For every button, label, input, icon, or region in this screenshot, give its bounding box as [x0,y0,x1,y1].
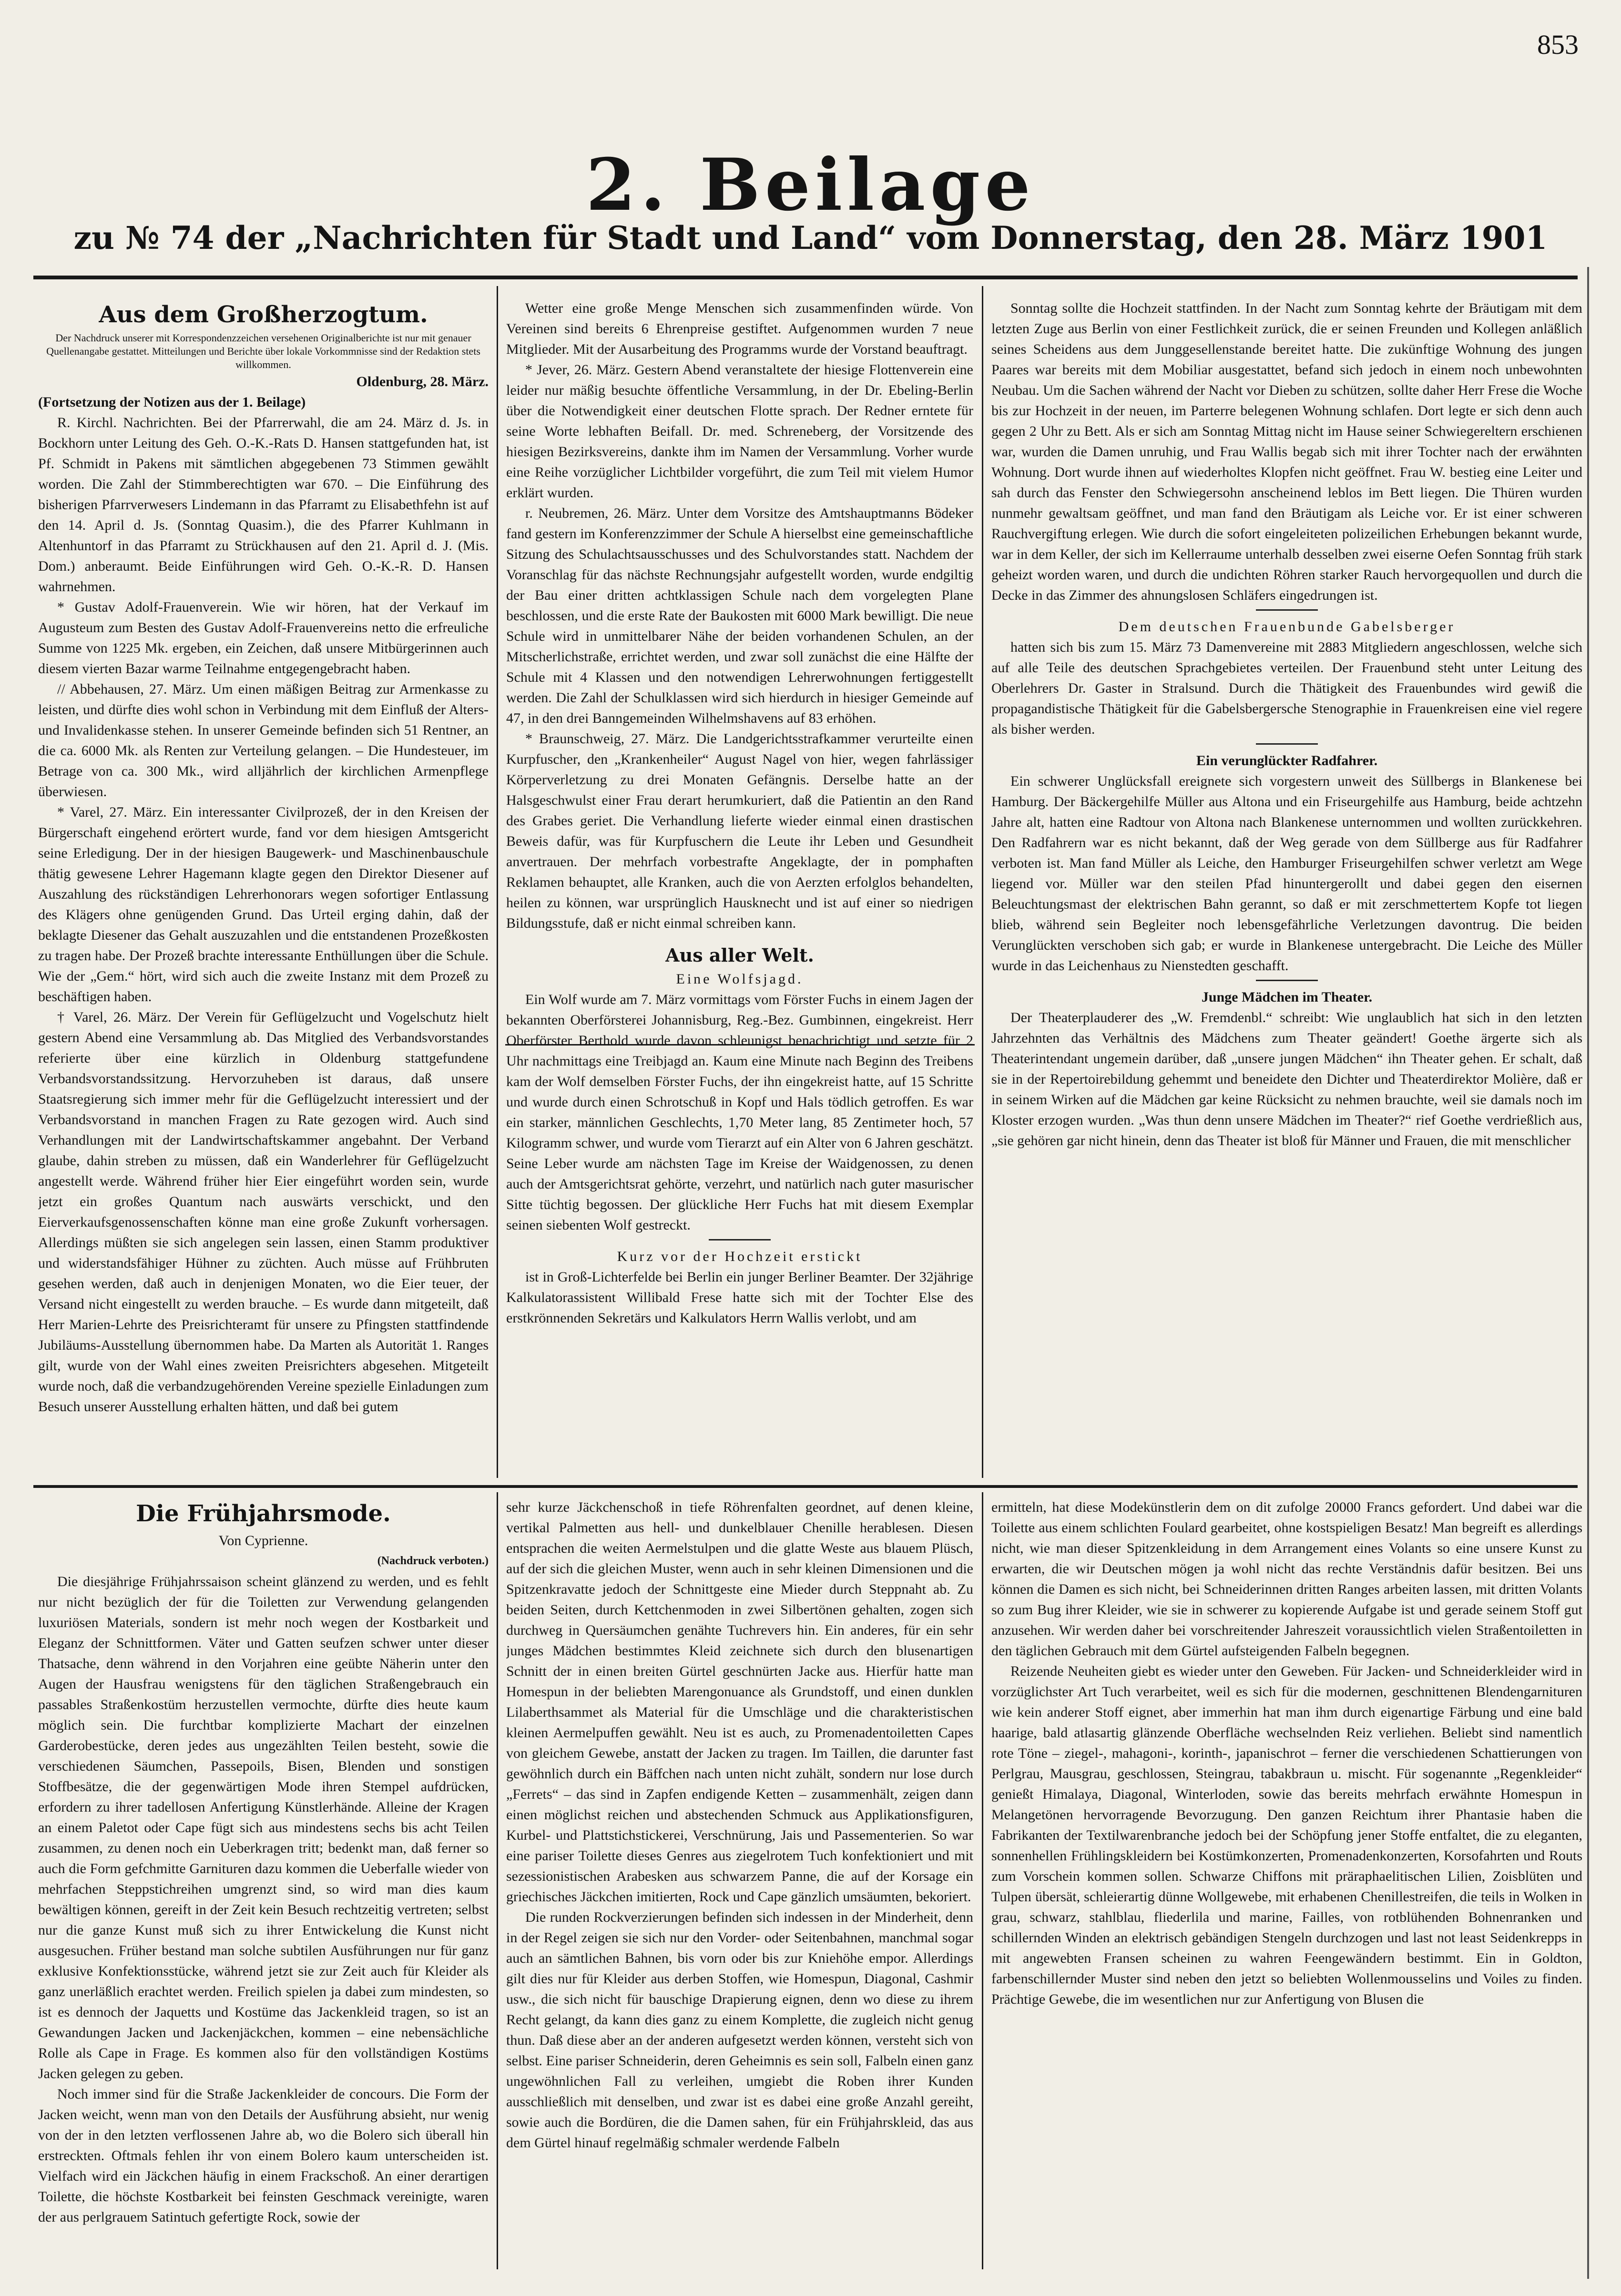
column-fashion-3 [991,1497,1582,2269]
page-number: 853 [1537,29,1579,60]
news-item: // Abbehausen, 27. März. Um einen mäßigen Beitrag zur Armenkasse zu leisten, und dürfte dies wohl schon in Verbindung mit dem Einfluß der Alters- und Invalidenkasse stehen. In unserer Gemeinde befinden sich 51 Rentner, an die ca. 6000 Mk. als Renten zur Verteilung gelangen. – Die Hundesteuer, im Betrage von ca. 300 Mk., wird alljährlich der kirchlichen Armenpflege überwiesen. [38,681,489,800]
column-right-upper [991,298,1582,1476]
fashion-author: Von Cyprienne. [218,1533,308,1548]
top-rule [33,276,1578,279]
column-divider-4 [982,1492,983,2269]
divider [1256,609,1318,611]
section-heading: Aus dem Großherzogtum. [99,301,428,328]
news-item: Sonntag sollte die Hochzeit stattfinden. In der Nacht zum Sonntag kehrte der Bräutigam mit dem letzten Zuge aus Berlin von einer Festlichkeit zurück, die er seinen Freunden und Kollegen anläßlich seines Scheidens aus dem Junggesellenstande bereitet hatte. Die zukünftige Wohnung des jungen Paares war bereits mit dem Mobiliar ausgestattet, befand sich jedoch in einem noch unbewohnten Neubau. Um die Sachen während der Nacht vor Dieben zu schützen, sollte daher Herr Frese die Woche bis zur Hochzeit in der neuen, im Parterre belegenen Wohnung schlafen. Dort legte er sich denn auch gegen 2 Uhr zu Bett. Als er sich am Sonntag Mittag nicht im Hause seiner Schwiegereltern erschienen war, wurden die Damen unruhig, und Frau Wallis begab sich mit ihrer Tochter nach der erwähnten Wohnung. Dort wurde ihnen auf wiederholtes Klopfen nicht geöffnet. Frau W. bestieg eine Leiter und sah durch das Fenster den Schwiegersohn anscheinend leblos im Bett liegen. Die Thüren wurden nunmehr gewaltsam geöffnet, und man fand den Bräutigam als Leiche vor. Er ist einer schweren Rauchvergiftung erlegen. Wie durch die sofort eingeleiteten polizeilichen Erhebungen bekannt wurde, war in dem Keller, der sich im Kellerraume unterhalb desselben zwei eiserne Oefen Sonntag früh stark geheizt worden waren, und durch die undichten Röhren starker Rauch hervorgequollen und durch die Decke in das Zimmer des ahnungslosen Schläfers eingedrungen ist. [991,300,1582,603]
news-item: R. Kirchl. Nachrichten. Bei der Pfarrerwahl, die am 24. März d. Js. in Bockhorn unter Leitung des Geh. O.-K.-Rats D. Hansen stattgefunden hat, ist Pf. Schmidt in Pakens mit sämtlichen abgegebenen 73 Stimmen gewählt worden. Die Zahl der Stimmberechtigten war 670. – Die Einführung des bisherigen Pfarrverwesers Lindemann in das Pfarramt zu Elisabethfehn ist auf den 14. April d. Js. (Sonntag Quasim.), die des Pfarrer Kuhlmann in Altenhuntorf in das Pfarramt zu Strückhausen auf den 21. April d. J. (Mis. Dom.) anberaumt. Beide Einführungen wird Geh. O.-K.-R. D. Hansen wahrnehmen. [38,415,489,594]
fashion-reprint: (Nachdruck verboten.) [377,1555,489,1567]
section-heading-welt: Aus aller Welt. [665,944,814,966]
news-item: * Gustav Adolf-Frauenverein. Wie wir hören, hat der Verkauf im Augusteum zum Besten des Gustav Adolf-Frauenvereins netto die erfreuliche Summe von 1225 Mk. ergeben, ein Zeichen, daß unsere Mitbürgerinnen auch diesem vierten Bazar warme Teilnahme entgegengebracht haben. [38,599,489,676]
news-item: r. Neubremen, 26. März. Unter dem Vorsitze des Amtshauptmanns Bödeker fand gestern im Konferenzzimmer der Schule A hierselbst eine gemeinschaftliche Sitzung des Schulachtsausschusses und des Schulvorstandes statt. Nachdem der Voranschlag für das nächste Rechnungsjahr aufgestellt worden, wurde endgiltig der Bau einer dritten achtklassigen Schule nach dem vorgelegten Plane beschlossen, und die erste Rate der Baukosten mit 6000 Mark bewilligt. Die neue Schule wird in unmittelbarer Nähe der beiden vorhandenen Schulen, an der Mitscherlichstraße, errichtet werden, und zwar soll zunächst die eine Hälfte der Schule mit 4 Klassen und den notwendigen Lehrerwohnungen fertiggestellt werden. Die Zahl der Schulklassen wird sich hierdurch in hiesiger Gemeinde auf 47, in den drei Banngemeinden Wilhelmshavens auf 83 erhöhen. [506,505,973,726]
divider [1256,743,1318,745]
column-middle-upper [506,298,973,1476]
news-item: † Varel, 26. März. Der Verein für Geflügelzucht und Vogelschutz hielt gestern Abend eine Versammlung ab. Das Mitglied des Verbandsvorstandes referierte über eine kürzlich in Oldenburg stattgefundene Verbandsvorstandssitzung. Hervorzuheben ist daraus, daß unsere Staatsregierung sich immer mehr für die Geflügelzucht interessiert und der Verbandsvorstand in manchen Fragen zu Rate gezogen wird. Auch sind Verhandlungen mit der Landwirtschaftskammer angebahnt. Der Verband glaube, dahin streben zu müssen, daß ein Wanderlehrer für Geflügelzucht angestellt werde. Während früher hier Eier eingeführt worden sein, wurde jetzt ein großes Quantum nach auswärts verschickt, und den Eierverkaufsgenossenschaften könne man eine große Zukunft vorhersagen. Allerdings müßten sie sich angelegen sein lassen, einen Stamm produktiver und widerstandsfähiger Hühner zu züchten. Auch müsse auf Frühbruten gesehen werden, daß auch in denjenigen Monaten, wo die Eier teuer, der Versand nicht eingestellt zu werden brauche. – Es wurde dann mitgeteilt, daß Herr Marien-Lehrte des Preisrichteramt für unsere zu Pfingsten stattfindende Jubiläums-Ausstellung übernommen habe. Da Marten als Autorität 1. Ranges gilt, wurde von der Wahl eines zweiten Preisrichters abgesehen. Mitgeteilt wurde noch, daß die verbandzugehörenden Vereine spezielle Einladungen zum Besuch unserer Ausstellung erhalten hätten, und daß bei gutem [38,1009,489,1414]
article-text: Ein Wolf wurde am 7. März vormittags vom Förster Fuchs in einem Jagen der bekannten Oberförsterei Johannisburg, Reg.-Bez. Gumbinnen, eingekreist. Herr Oberförster Berthold wurde davon schleunigst benachrichtigt und setzte für 2 Uhr nachmittags eine Treibjagd an. Kaum eine Minute nach Beginn des Treibens kam der Wolf demselben Förster Fuchs, der ihn eingekreist hatte, auf 15 Schritte und wurde durch einen Schrotschuß in Kopf und Hals tödlich getroffen. Es war ein starker, männlichen Geschlechts, 1,70 Meter lang, 85 Zentimeter hoch, 57 Kilogramm schwer, und wurde vom Tierarzt auf ein Alter von 6 Jahren geschätzt. Seine Leber wurde am nächsten Tage im Kreise der Waidgenossen, zu denen auch der Amtsgerichtsrat gehörte, verzehrt, und natürlich nach guter masurischer Sitte tüchtig begossen. Der glückliche Herr Fuchs hat mit diesem Exemplar seinen siebenten Wolf gestreckt. [506,992,973,1233]
article-text: Ein schwerer Unglücksfall ereignete sich vorgestern unweit des Süllbergs in Blankenese bei Hamburg. Der Bäckergehilfe Müller aus Altona und ein Friseurgehilfe aus Hamburg, beide achtzehn Jahre alt, hatten eine Radtour von Altona nach Blankenese unternommen und wollten zurückkehren. Den Radfahrern war es nicht bekannt, daß der Weg gerade von dem Süllberge aus für Radfahrer verboten ist. Man fand Müller als Leiche, den Hamburger Friseurgehilfen schwer verletzt am Wege liegend vor. Müller war den steilen Pfad hinuntergerollt und dabei gegen den eisernen Beleuchtungsmast der elektrischen Bahn gerannt, so daß er mit zerschmettertem Kopfe tot liegen blieb, während sein Begleiter noch lebensgefährliche Verletzungen davontrug. Die beiden Verunglückten verschoben sich gab; er wurde in Blankenese untergebracht. Die Leiche des Müller wurde in das Leichenhaus zu Nienstedten geschafft. [991,773,1582,974]
article-text: ermitteln, hat diese Modekünstlerin dem on dit zufolge 20000 Francs gefordert. Und dabei war die Toilette aus einem schlichten Foulard gearbeitet, ohne kostspieligen Besatz! Man begreift es allerdings nicht, wie man dieser Spitzenkleidung in dem Arrangement eines Volants so eine unsere Kunst zu erwarten, die wir Deutschen mögen ja wohl nicht das rechte Verständnis dafür besitzen. Bei uns können die Damen es sich nicht, bei Schneiderinnen dritten Ranges arbeiten lassen, mit dritten Volants so zum Bug ihrer Kleider, wie sie in schwerer zu kopierende Aufgabe ist und gerade seinem Stoff gut anzusehen. Wir werden daher bei vorschreitender Jahreszeit voraussichtlich vielen Straßentoiletten in den täglichen Gebrauch mit dem Gürtel aufsteigenden Falbeln begegnen. [991,1499,1582,1659]
dateline: Oldenburg, 28. März. [356,374,489,390]
article-text: Reizende Neuheiten giebt es wieder unter den Geweben. Für Jacken- und Schneiderkleider wird in vorzüglichster Art Tuch verarbeitet, weil es sich für die modernen, geschnittenen Blendengarnituren wie kein anderer Stoff eignet, aber immerhin hat man ihm durch eigenartige Färbung und eine bald haarige, bald atlasartig glänzende Oberfläche wechselnden Reiz verliehen. Beliebt sind namentlich rote Töne – ziegel-, mahagoni-, korinth-, japanischrot – ferner die verschiedenen Schattierungen von Perlgrau, Mausgrau, geschlossen, Steingrau, tabakbraun u. mischt. Für sogenannte „Regenkleider“ genießt Himalaya, Diagonal, Winterloden, sowie das bereits mehrfach erwähnte Homespun in Melangetönen hervorragende Bevorzugung. Den ganzen Reichtum ihrer Phantasie haben die Fabrikanten der Textilwarenbranche jedoch bei der Schöpfung jener Stoffe entfaltet, die zu eleganten, sonnenhellen Frühlingskleidern bei Kostümkonzerten, Promenadenkonzerten, Korsofahrten und Routs zum Vorschein kommen sollen. Schwarze Chiffons mit präraphaelitischen Lilien, Zoisblüten und Tulpen übersät, schleierartig dünne Wollgewebe, mit erhabenen Chenillestreifen, die teils in Wolken in grau, schwarz, stahlblau, fliederlila und marine, Failles, von rotblühenden Bohnenranken und schillernden Winden an elektrisch gebändigen Stengeln durchzogen und last not least Seidenkrepps in mit angewebten Fransen scheinen zu wahren Feengewändern bestimmt. Ein in Goldton, farbenschillernder Muster sind neben den jetzt so beliebten Wollenmousselins und Voiles zu finden. Prächtige Gewebe, die im wesentlichen nur zur Anfertigung von Blusen die [991,1663,1582,2007]
subheading-wolfsjagd: Eine Wolfsjagd. [676,971,804,987]
subheading-maedchen: Junge Mädchen im Theater. [1201,989,1373,1005]
article-text: Der Theaterplauderer des „W. Fremdenbl.“ schreibt: Wie unglaublich hat sich in den letzten Jahrzehnten das Verhältnis des Mädchens zum Theater geändert! Goethe ärgerte sich als Theaterintendant ungemein darüber, daß „unsere jungen Mädchen“ ihn Theater gehen. Er schalt, daß sie in der Repertoirebildung gehemmt und beneidete den Dichter und Theaterdirektor Molière, daß er in seinem Wirken auf die Mädchen gar keine Rücksicht zu nehmen brauchte, weil sie damals noch im Kloster erzogen wurden. „Was thun denn unsere Mädchen im Theater?“ rief Goethe verdrießlich aus, „sie gehören gar nicht hinein, denn das Theater ist bloß für Männer und Frauen, die mit menschlicher [991,1010,1582,1148]
fashion-title: Die Frühjahrsmode. [136,1500,391,1527]
divider [1256,980,1318,981]
article-text: Noch immer sind für die Straße Jackenkleider de concours. Die Form der Jacken weicht, wenn man von den Details der Ausführung absieht, nur wenig von der in den letzten verflossenen Jahre ab, wo die Bolero sich überall hin erstreckten. Oftmals fehlen ihr von einem Bolero kaum unterscheiden ist. Vielfach wird ein Jäckchen häufig in einem Frackschoß. An einer derartigen Toilette, die höchste Kostbarkeit bei feinsten Geschmack vereinigte, waren der aus perlgrauem Satintuch gefertigte Rock, sowie der [38,2086,489,2225]
column-grossherzogtum [38,298,489,1480]
article-text: sehr kurze Jäckchenschoß in tiefe Röhrenfalten geordnet, auf denen kleine, vertikal Palmetten aus hell- und dunkelblauer Chenille herablesen. Diesen entsprachen die weiten Aermelstulpen und die glatte Weste aus blauem Plüsch, auf der sich die gleichen Muster, wenn auch in sehr kleinen Dimensionen und die Spitzenkravatte jedoch der Schnittgeste eine Mieder durch Steppnaht ab. Zu beiden Seiten, durch Kettchenmoden in zwei Silbertönen gehalten, zogen sich durchweg in Quersäumchen genähte Tuchrevers hin. Ein anderes, für ein sehr junges Mädchen bestimmtes Kleid zeichnete sich durch den blusenartigen Schnitt der in einen breiten Gürtel geschnürten Jacke aus. Hierfür hatte man Homespun in der beliebten Marengonuance als Grundstoff, und einen dunklen Lilaberthsammet als Material für die Umschläge und die charakteristischen kleinen Aermelpuffen gewählt. Neu ist es auch, zu Promenadentoiletten Capes von gleichem Gewebe, anstatt der Jacken zu tragen. Im Taillen, die darunter fast gewöhnlich durch ein Bäffchen nach unten nicht zuhält, sondern nur lose durch „Ferrets“ – das sind in Zapfen endigende Ketten – zusammenhält, zeigen dann einen möglichst reichen und abstechenden Schmuck aus Applikationsfiguren, Kurbel- und Plattstichstickerei, Verschnürung, Jais und Passementerien. So war eine pariser Toilette dieses Genres aus ziegelrotem Tuch konfektioniert und mit sezessionistischen Arabesken aus schwarzem Panne, die auf der Korsage ein griechisches Jäckchen imitierten, Rock und Cape gänzlich umsäumten, bekoriert. [506,1499,973,1905]
supplement-title: 2. Beilage [586,143,1035,227]
subheading-frauenbund: Dem deutschen Frauenbunde Gabelsberger [1118,619,1456,635]
column-fashion-1 [38,1497,489,2269]
news-item: * Jever, 26. März. Gestern Abend veranstaltete der hiesige Flottenverein eine leider nur mäßig besuchte öffentliche Versammlung, in der Dr. Ebeling-Berlin über die Notwendigkeit einer deutschen Flotte sprach. Der Redner erntete für seine Worte lebhaften Beifall. Dr. med. Schreneberg, der Vorsitzende des hiesigen Bezirksvereins, dankte ihm im Namen der Versammlung. Vorher wurde eine Reihe vorzüglicher Lichtbilder vorgeführt, die zum Teil mit vielem Humor erklärt wurden. [506,362,973,501]
reprint-note: Der Nachdruck unserer mit Korrespondenzzeichen versehenen Originalberichte ist nur mit genauer Quellenangabe gestattet. Mitteilungen und Berichte über lokale Vorkommnisse sind der Redaktion stets willkommen. [46,332,480,370]
middle-rule [33,1485,1578,1488]
divider [709,1239,771,1240]
column-fashion-2 [506,1497,973,2269]
article-text: Die runden Rockverzierungen befinden sich indessen in der Minderheit, denn in der Regel zeigen sie sich nur den Vorder- oder Seitenbahnen, manchmal sogar auch an sämtlichen Bahnen, bis vorn oder bis zur Kniehöhe empor. Allerdings gilt dies nur für Kleider aus derben Stoffen, wie Homespun, Diagonal, Cashmir usw., die sich nicht für bauschige Drapierung eignen, denn wo diese zu ihrem Recht gelangt, da kann dies ganz zu einem Komplette, die zugleich nicht genug thun. Daß diese aber an der anderen aufgesetzt werden können, versteht sich von selbst. Eine pariser Schneiderin, deren Geheimnis es sein soll, Falbeln einen ganz ungewöhnlichen Fall zu verleihen, umgiebt die Roben ihrer Kunden ausschließlich mit denselben, und zwar ist es dabei eine große Anzahl gereiht, sowie auch die Bordüren, die die Damen sahen, für ein Frühjahrskleid, das aus dem Gürtel hinauf regelmäßig schmaler werdende Falbeln [506,1909,973,2151]
article-text: Die diesjährige Frühjahrssaison scheint glänzend zu werden, und es fehlt nur nicht bezüglich der für die Toiletten zur Verwendung gelangenden luxuriösen Materials, sondern ist mehr noch wegen der Kostbarkeit und Eleganz der Schnittformen. Väter und Gatten seufzen schwer unter dieser Thatsache, denn während in den Vorjahren eine geübte Näherin unter den Augen der Hausfrau wenigstens für den täglichen Straßengebrauch ein passables Straßenkostüm herzustellen vermochte, dürfte dies heute kaum möglich sein. Die furchtbar komplizierte Machart der einzelnen Garderobestücke, deren jedes aus ungezählten Teilen besteht, sowie die verschiedenen Säumchen, Passepoils, Bisen, Blenden und sonstigen Stoffbesätze, die der gegenwärtigen Mode ihren Stempel aufdrücken, erfordern zu ihrer tadellosen Anfertigung Künstlerhände. Alleine der Kragen an einem Paletot oder Cape fügt sich aus mindestens sechs bis acht Teilen zusammen, zu denen noch ein Ueberkragen tritt; bedenkt man, daß ferner so auch die Form gefchmitte Garnituren dazu kommen die Ueberfalle wieder von mehrfachen Steppstichreihen umgrenzt sind, so wird man dies kaum bewältigen können, gereift in der Zeit kein Besuch rechtzeitig vertreten; selbst nur die ganze Kunst muß sich zu ihrer Entwickelung die Kunst nicht ausgesuchen. Früher bestand man solche subtilen Ausführungen nur für ganz exklusive Konfektionsstücke, während jetzt sie zur Zeit auch für Kleider als ganz unerläßlich erachtet werden. Freilich spielen ja dabei zum mindesten, so ist es dennoch der Jaquetts und Kostüme das Jackenkleid tragen, so ist an Gewandungen Jacken und Jackenjäckchen, kommen – eine nebensächliche Rolle als Cape in Frage. Es kommen also für den vollständigen Kostüms Jacken gelegen zu geben. [38,1574,489,2081]
news-item: * Varel, 27. März. Ein interessanter Civilprozeß, der in den Kreisen der Bürgerschaft eingehend erörtert wurde, fand vor dem hiesigen Amtsgericht seine Erledigung. Der in der hiesigen Baugewerk- und Maschinenbauschule thätig gewesene Lehrer Hagemann klagte gegen den Direktor Diesener auf Auszahlung des rückständigen Lehrerhonorars wegen sofortiger Entlassung des Klägers ohne genügenden Grund. Das Urteil erging dahin, daß der beklagte Diesener das Gehalt auszuzahlen und die entstandenen Prozeßkosten zu tragen habe. Der Prozeß brachte interessante Enthüllungen über die Schule. Wie der „Gem.“ hört, wird sich auch die zweite Instanz mit dem Prozeß zu beschäftigen haben. [38,804,489,1004]
column-divider-1 [497,286,498,1478]
news-item: * Braunschweig, 27. März. Die Landgerichtsstrafkammer verurteilte einen Kurpfuscher, den „Krankenheiler“ August Nagel von hier, wegen fahrlässiger Körperverletzung zu drei Monaten Gefängnis. Derselbe hatte an der Halsgeschwulst einer Frau derart herumkuriert, daß die Patientin an den Rand des Grabes geriet. Die Verhandlung lieferte wieder einmal einen drastischen Beweis dafür, was für Kurpfuschern die Leute ihr Leben und Gesundheit anvertrauen. Der mehrfach vorbestrafte Angeklagte, der in pomphaften Reklamen behauptet, alle Kranken, auch die von Aerzten erfolglos behandelten, heilen zu können, war ursprünglich Hausknecht und ist auf einer so niedrigen Bildungsstufe, daß er nicht einmal schreiben kann. [506,731,973,931]
article-text: hatten sich bis zum 15. März 73 Damenvereine mit 2883 Mitgliedern angeschlossen, welche sich auf alle Teile des deutschen Sprachgebietes verteilen. Der Frauenbund steht unter Leitung des Oberlehrers Dr. Gaster in Stralsund. Durch die Thätigkeit des Frauenbundes wird gewiß die propagandistische Thätigkeit für die Gabelsbergersche Stenographie in Frauenkreisen eine viel regere als bisher werden. [991,639,1582,737]
supplement-subtitle: zu № 74 der „Nachrichten für Stadt und Land“ vom Donnerstag, den 28. März 1901 [73,219,1548,256]
continued-note: (Fortsetzung der Notizen aus der 1. Beilage) [38,394,306,410]
news-item: Wetter eine große Menge Menschen sich zusammenfinden würde. Von Vereinen sind bereits 6 Ehrenpreise gestiftet. Aufgenommen wurden 7 neue Mitglieder. Mit der Ausarbeitung des Programms wurde der Vorstand beauftragt. [506,300,973,357]
column-divider-2 [982,286,983,1478]
right-margin-line [1587,267,1589,2279]
article-text: ist in Groß-Lichterfelde bei Berlin ein junger Berliner Beamter. Der 32jährige Kalkulatorassistent Willibald Frese hatte sich mit der Tochter Else des erstkrönnenden Sekretärs und Kalkulators Herrn Wallis verlobt, und am [506,1269,973,1326]
subheading-radfahrer: Ein verunglückter Radfahrer. [1196,753,1378,769]
subheading-hochzeit: Kurz vor der Hochzeit erstickt [617,1249,863,1264]
column-divider-3 [497,1492,498,2269]
